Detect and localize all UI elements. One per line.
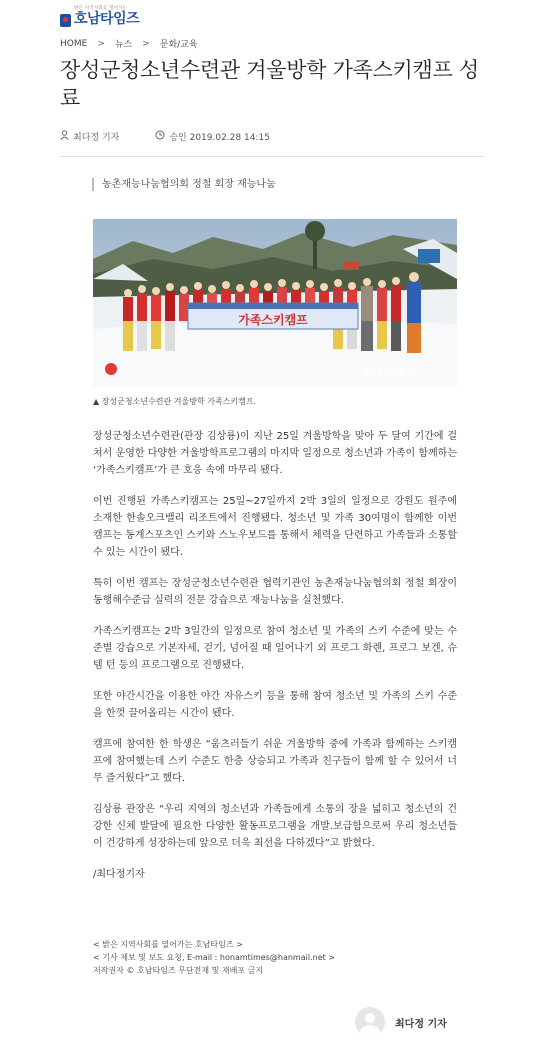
breadcrumb-home[interactable]: HOME [60,38,88,49]
footer-copyright: 저작권자 © 호남타임즈 무단전재 및 재배포 금지 [93,966,264,975]
footer-contact[interactable]: < 기사 제보 및 보도 요청, E-mail : honamtimes@hanmail.net > [93,953,335,962]
article-meta [60,130,270,143]
clock-icon [155,130,165,143]
footer-info [93,938,335,977]
article-photo[interactable] [93,219,457,387]
author-name[interactable]: 최다정 기자 [73,133,120,143]
body-paragraph: 또한 야간시간을 이용한 야간 자유스키 등을 통해 참여 청소년 및 가족의 스키 수준을 한껏 끌어올리는 시간이 됐다. [93,691,457,719]
ski-camp-group-photo [93,219,457,387]
approved-date: 승인 2019.02.28 14:15 [169,133,270,143]
photo-banner-text: 가족스키캠프 [238,313,308,327]
footer-slogan: < 밝은 지역사회를 열어가는 호남타임즈 > [93,940,243,949]
logo-name: 호남타임즈 [74,11,140,27]
chevron-right-icon: > [142,38,150,49]
author-box-name[interactable]: 최다정 기자 [395,1018,447,1030]
breadcrumb-section[interactable]: 뉴스 [114,40,133,50]
photo-caption: ▲ 장성군청소년수련관 겨울방학 가족스키캠프. [93,397,257,406]
user-icon [60,130,69,143]
body-paragraph: 장성군청소년수련관(관장 김상룡)이 지난 25일 겨울방학을 맞아 두 달여 기간에 걸쳐서 운영한 다양한 겨울방학프로그램의 마지막 일정으로 청소년과 가족이 함께하는 ‘가족스키캠프’가 큰 호응 속에 마무리 됐다. [93,431,457,476]
body-paragraph: 가족스키캠프는 2박 3일간의 일정으로 참여 청소년 및 가족의 스키 수준에 맞는 수준별 강습으로 기본자세, 걷기, 넘어질 때 일어나기 외 프로그 화렌, 프로그 보겐, 슈템 턴 등의 프로그램으로 진행됐다. [93,626,457,671]
body-paragraph: 캠프에 참여한 한 학생은 “움츠러들기 쉬운 겨울방학 중에 가족과 함께하는 스키캠프에 참여했는데 스키 수준도 한층 상승되고 가족과 친구들이 함께 할 수 있어서 너무 즐거웠다”고 했다. [93,739,457,784]
article-subtitle: 농촌재능나눔협의회 정철 회장 재능나눔 [92,178,276,191]
article-title: 장성군청소년수련관 겨울방학 가족스키캠프 성료 [60,58,479,110]
avatar [355,1007,385,1037]
logo-slogan: 밝은 지역사회를 열어가는 [74,6,128,11]
photo-watermark: 호남타임즈 [360,366,418,380]
author-box[interactable] [355,1007,447,1037]
logo-icon [60,14,71,27]
article-body [93,428,457,897]
body-paragraph: 특히 이번 캠프는 장성군청소년수련관 협력기관인 농촌재능나눔협의회 정철 회장이 동행해수준급 실력의 전문 강습으로 재능나눔을 실천했다. [93,578,457,606]
breadcrumb [60,37,198,50]
byline: /최다정기자 [93,869,145,880]
divider [60,156,485,157]
body-paragraph: 김상룡 관장은 “우리 지역의 청소년과 가족들에게 소통의 장을 넓히고 청소년의 건강한 신체 발달에 필요한 다양한 활동프로그램을 개발.보급함으로써 우리 청소년들이 건강하게 성장하는데 앞으로 더욱 최선을 다하겠다”고 밝혔다. [93,804,457,849]
body-paragraph: 이번 진행된 가족스키캠프는 25일~27일까지 2박 3일의 일정으로 강원도 원주에 소재한 한솔오크밸리 리조트에서 진행됐다. 청소년 및 가족 30여명이 함께한 이번 캠프는 동계스포츠인 스키와 스노우보드를 통해서 체력을 단련하고 가족들과 소통할 수 있는 시간이 됐다. [93,496,457,558]
site-logo[interactable] [60,6,139,27]
chevron-right-icon: > [97,38,105,49]
breadcrumb-category[interactable]: 문화/교육 [159,40,198,50]
